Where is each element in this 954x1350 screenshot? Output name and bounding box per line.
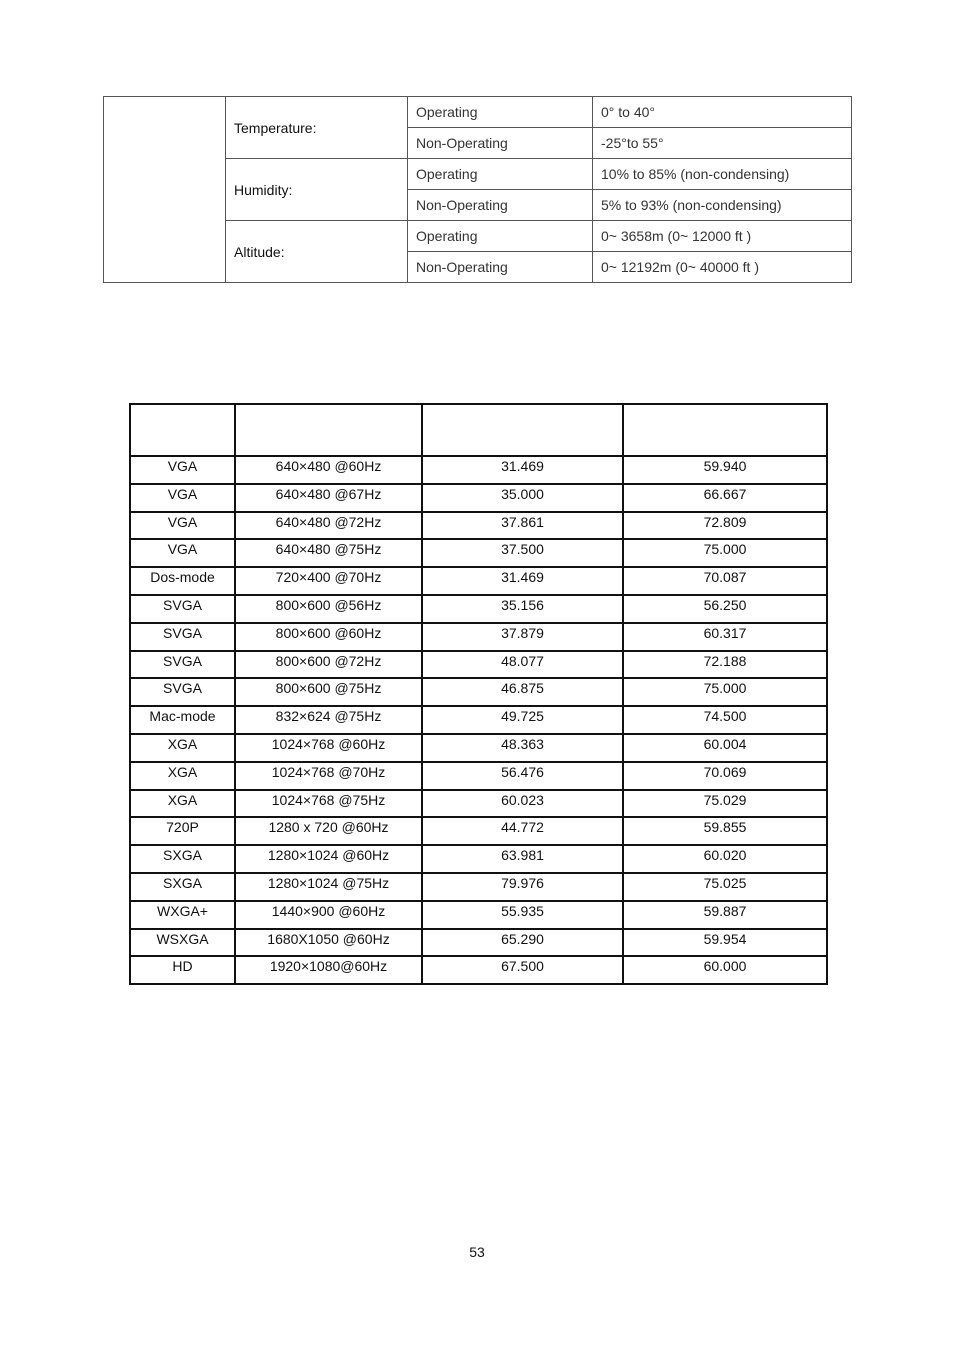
resolution-cell: 1024×768 @70Hz	[235, 762, 422, 790]
env-category-cell	[104, 97, 226, 283]
mode-cell: Dos-mode	[130, 567, 235, 595]
resolution-cell: 800×600 @72Hz	[235, 651, 422, 679]
resolution-cell: 800×600 @56Hz	[235, 595, 422, 623]
mode-cell: SXGA	[130, 845, 235, 873]
h-frequency-cell: 60.023	[422, 790, 623, 818]
h-frequency-cell: 56.476	[422, 762, 623, 790]
env-value: 5% to 93% (non-condensing)	[593, 190, 852, 221]
resolution-cell: 640×480 @67Hz	[235, 484, 422, 512]
table-row	[130, 762, 827, 790]
v-frequency-cell: 70.069	[623, 762, 827, 790]
h-frequency-cell: 48.363	[422, 734, 623, 762]
mode-cell: SVGA	[130, 651, 235, 679]
table-row	[130, 512, 827, 540]
timing-header-row	[130, 404, 827, 456]
env-label: Humidity:	[226, 159, 408, 221]
v-frequency-cell: 59.855	[623, 817, 827, 845]
timing-header-cell	[623, 404, 827, 456]
h-frequency-cell: 63.981	[422, 845, 623, 873]
h-frequency-cell: 55.935	[422, 901, 623, 929]
env-label: Altitude:	[226, 221, 408, 283]
v-frequency-cell: 60.317	[623, 623, 827, 651]
resolution-cell: 1440×900 @60Hz	[235, 901, 422, 929]
v-frequency-cell: 74.500	[623, 706, 827, 734]
h-frequency-cell: 31.469	[422, 567, 623, 595]
env-condition: Non-Operating	[408, 190, 593, 221]
env-condition: Operating	[408, 221, 593, 252]
resolution-cell: 720×400 @70Hz	[235, 567, 422, 595]
resolution-cell: 1024×768 @60Hz	[235, 734, 422, 762]
timing-header-cell	[130, 404, 235, 456]
h-frequency-cell: 37.861	[422, 512, 623, 540]
v-frequency-cell: 59.887	[623, 901, 827, 929]
h-frequency-cell: 37.879	[422, 623, 623, 651]
mode-cell: WXGA+	[130, 901, 235, 929]
h-frequency-cell: 65.290	[422, 929, 623, 957]
h-frequency-cell: 37.500	[422, 539, 623, 567]
table-row	[130, 567, 827, 595]
mode-cell: SVGA	[130, 623, 235, 651]
table-row	[130, 456, 827, 484]
resolution-cell: 640×480 @75Hz	[235, 539, 422, 567]
v-frequency-cell: 70.087	[623, 567, 827, 595]
mode-cell: VGA	[130, 456, 235, 484]
environment-table	[103, 96, 852, 283]
resolution-cell: 640×480 @72Hz	[235, 512, 422, 540]
table-row	[130, 845, 827, 873]
resolution-cell: 1280 x 720 @60Hz	[235, 817, 422, 845]
v-frequency-cell: 75.029	[623, 790, 827, 818]
v-frequency-cell: 56.250	[623, 595, 827, 623]
table-row	[130, 790, 827, 818]
mode-cell: XGA	[130, 734, 235, 762]
mode-cell: VGA	[130, 484, 235, 512]
h-frequency-cell: 46.875	[422, 678, 623, 706]
timing-header-cell	[422, 404, 623, 456]
mode-cell: SVGA	[130, 678, 235, 706]
resolution-cell: 800×600 @60Hz	[235, 623, 422, 651]
env-condition: Operating	[408, 97, 593, 128]
env-value: 10% to 85% (non-condensing)	[593, 159, 852, 190]
mode-cell: XGA	[130, 762, 235, 790]
table-row	[130, 678, 827, 706]
h-frequency-cell: 35.156	[422, 595, 623, 623]
env-value: 0° to 40°	[593, 97, 852, 128]
v-frequency-cell: 75.000	[623, 678, 827, 706]
mode-cell: SVGA	[130, 595, 235, 623]
v-frequency-cell: 59.940	[623, 456, 827, 484]
v-frequency-cell: 72.809	[623, 512, 827, 540]
v-frequency-cell: 60.004	[623, 734, 827, 762]
table-row	[130, 651, 827, 679]
mode-cell: WSXGA	[130, 929, 235, 957]
table-row	[130, 929, 827, 957]
mode-cell: XGA	[130, 790, 235, 818]
table-row	[130, 956, 827, 984]
page-number: 53	[469, 1244, 485, 1260]
resolution-cell: 1280×1024 @60Hz	[235, 845, 422, 873]
resolution-cell: 640×480 @60Hz	[235, 456, 422, 484]
v-frequency-cell: 75.025	[623, 873, 827, 901]
mode-cell: HD	[130, 956, 235, 984]
v-frequency-cell: 59.954	[623, 929, 827, 957]
table-row	[130, 873, 827, 901]
resolution-cell: 832×624 @75Hz	[235, 706, 422, 734]
resolution-cell: 1280×1024 @75Hz	[235, 873, 422, 901]
table-row	[130, 623, 827, 651]
env-value: -25°to 55°	[593, 128, 852, 159]
table-row	[130, 901, 827, 929]
mode-cell: 720P	[130, 817, 235, 845]
env-condition: Operating	[408, 159, 593, 190]
resolution-cell: 1920×1080@60Hz	[235, 956, 422, 984]
h-frequency-cell: 67.500	[422, 956, 623, 984]
v-frequency-cell: 66.667	[623, 484, 827, 512]
env-condition: Non-Operating	[408, 128, 593, 159]
env-condition: Non-Operating	[408, 252, 593, 283]
table-row	[130, 706, 827, 734]
env-value: 0~ 3658m (0~ 12000 ft )	[593, 221, 852, 252]
mode-cell: SXGA	[130, 873, 235, 901]
v-frequency-cell: 72.188	[623, 651, 827, 679]
h-frequency-cell: 48.077	[422, 651, 623, 679]
timing-header-cell	[235, 404, 422, 456]
mode-cell: VGA	[130, 512, 235, 540]
v-frequency-cell: 60.000	[623, 956, 827, 984]
table-row	[130, 817, 827, 845]
h-frequency-cell: 31.469	[422, 456, 623, 484]
timing-table	[129, 403, 828, 985]
resolution-cell: 1024×768 @75Hz	[235, 790, 422, 818]
v-frequency-cell: 75.000	[623, 539, 827, 567]
mode-cell: Mac-mode	[130, 706, 235, 734]
resolution-cell: 800×600 @75Hz	[235, 678, 422, 706]
h-frequency-cell: 44.772	[422, 817, 623, 845]
mode-cell: VGA	[130, 539, 235, 567]
env-value: 0~ 12192m (0~ 40000 ft )	[593, 252, 852, 283]
h-frequency-cell: 35.000	[422, 484, 623, 512]
env-row	[104, 97, 852, 128]
v-frequency-cell: 60.020	[623, 845, 827, 873]
table-row	[130, 484, 827, 512]
table-row	[130, 539, 827, 567]
resolution-cell: 1680X1050 @60Hz	[235, 929, 422, 957]
table-row	[130, 595, 827, 623]
timing-body	[130, 456, 827, 984]
env-label: Temperature:	[226, 97, 408, 159]
table-row	[130, 734, 827, 762]
h-frequency-cell: 79.976	[422, 873, 623, 901]
h-frequency-cell: 49.725	[422, 706, 623, 734]
